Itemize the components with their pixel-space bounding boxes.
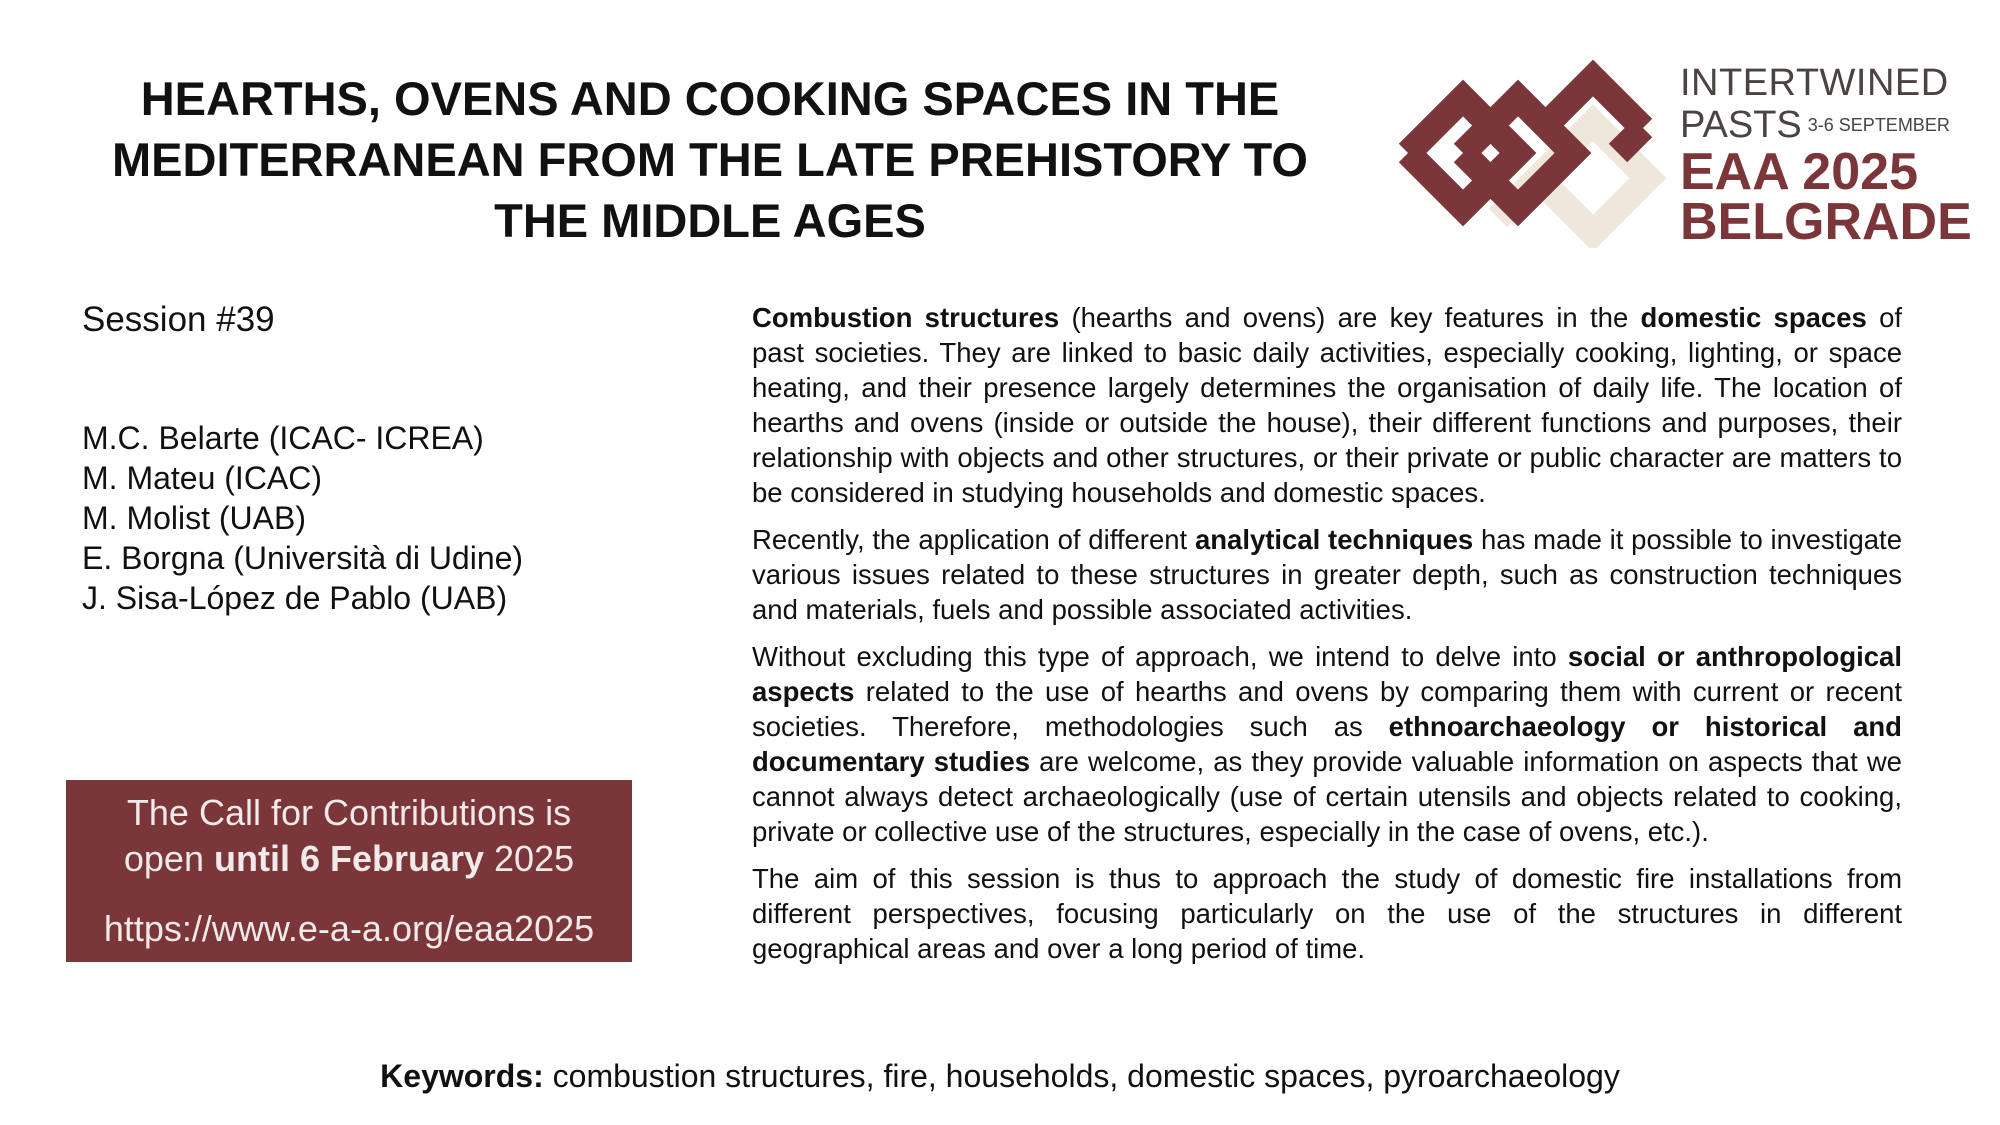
abstract-paragraph-3: Without excluding this type of approach, we intend to delve into social or anthropological aspects related to the use of hearths and ovens by comparing them with current or recent societies. Therefore, methodologies such as ethnoarchaeology or historical and documentary studies are welcome, as they provide valuable information on aspects that we cannot always detect archaeologically (use of certain utensils and objects related to cooking, private or collective use of the structures, especially in the case of ovens, etc.). — [752, 641, 1902, 847]
abstract-paragraph-4: The aim of this session is thus to approach the study of domestic fire installations from different perspectives, focusing particularly on the use of the structures in different geographical areas and over a long period of time. — [752, 863, 1902, 964]
session-number: Session #39 — [82, 300, 275, 339]
eaa-logo-wordmark — [1680, 62, 1972, 251]
title-line-2: MEDITERRANEAN FROM THE LATE PREHISTORY TO — [112, 133, 1308, 186]
call-deadline: until 6 February — [213, 838, 485, 879]
author-list — [82, 418, 523, 618]
author-item: M. Molist (UAB) — [82, 500, 306, 536]
call-url-link[interactable]: https://www.e-a-a.org/eaa2025 — [103, 908, 595, 949]
call-for-contributions-box — [66, 780, 632, 962]
keywords-line — [0, 1058, 2000, 1095]
logo-dates: 3-6 SEPTEMBER — [1807, 115, 1950, 135]
session-abstract — [752, 300, 1902, 978]
logo-line-3: EAA 2025 — [1680, 143, 1918, 201]
logo-pasts: PASTS — [1680, 104, 1802, 146]
logo-line-4: BELGRADE — [1680, 193, 1972, 251]
call-line-2: open until 6 February 2025 — [123, 838, 575, 879]
title-line-1: HEARTHS, OVENS AND COOKING SPACES IN THE — [140, 72, 1280, 125]
author-item: M. Mateu (ICAC) — [82, 460, 323, 496]
logo-line-1: INTERTWINED — [1680, 62, 1949, 104]
abstract-paragraph-1: Combustion structures (hearths and ovens) are key features in the domestic spaces of past societies. They are linked to basic daily activities, especially cooking, lighting, or space heating, and their presence largely determines the organisation of daily life. The location of hearths and ovens (inside or outside the house), their different functions and purposes, their relationship with objects and other structures, or their private or public character are matters to be considered in studying households and domestic spaces. — [752, 302, 1903, 508]
title-line-3: THE MIDDLE AGES — [494, 194, 926, 247]
keywords-label: Keywords: — [380, 1058, 544, 1094]
call-line-1: The Call for Contributions is — [126, 792, 572, 833]
author-item: M.C. Belarte (ICAC- ICREA) — [82, 420, 484, 456]
abstract-paragraph-2: Recently, the application of different analytical techniques has made it possible to investigate various issues related to these structures in greater depth, such as construction techniques and materials, fuels and possible associated activities. — [752, 524, 1902, 625]
author-item: E. Borgna (Università di Udine) — [82, 540, 524, 576]
page-title — [90, 68, 1330, 251]
logo-line-2 — [1680, 106, 1972, 144]
author-item: J. Sisa-López de Pablo (UAB) — [82, 580, 508, 616]
keywords-text: combustion structures, fire, households, domestic spaces, pyroarchaeology — [543, 1058, 1620, 1094]
